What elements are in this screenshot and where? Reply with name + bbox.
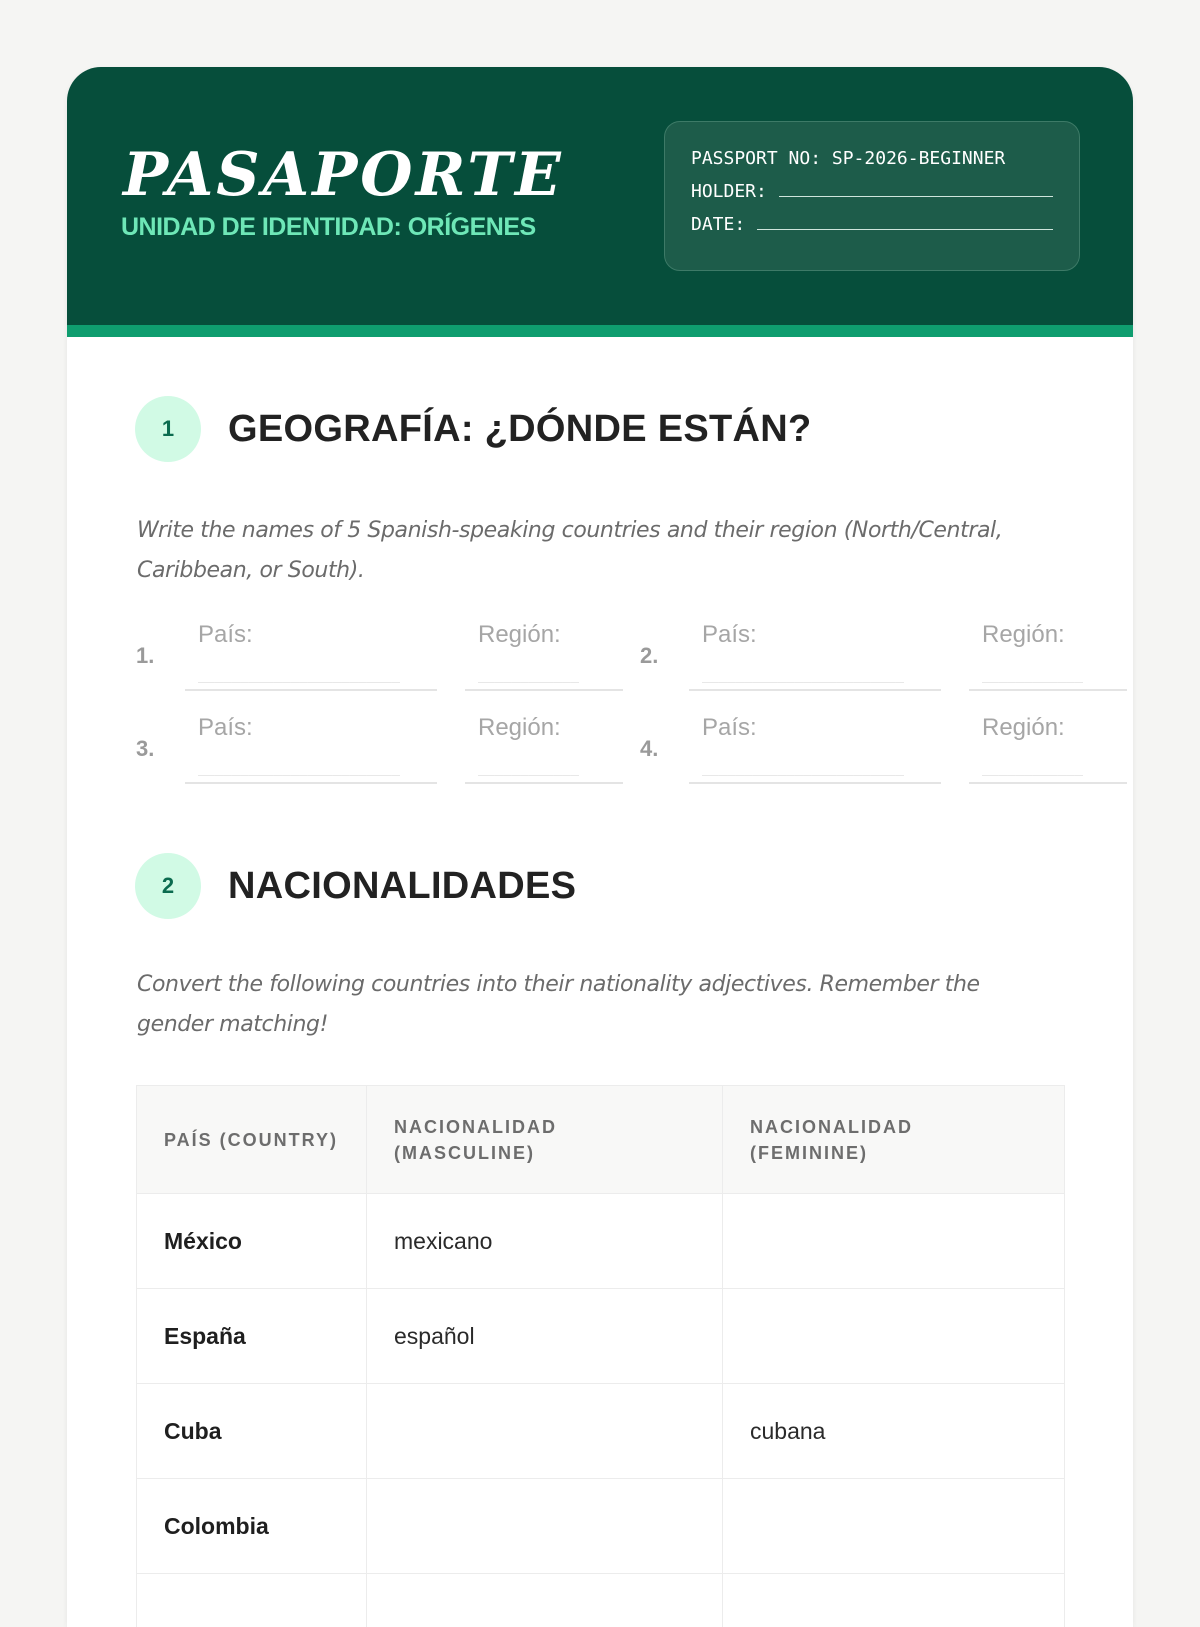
country-cell (137, 1574, 367, 1627)
feminine-cell[interactable] (723, 1194, 1065, 1289)
country-cell: México (137, 1194, 367, 1289)
passport-info-box (664, 121, 1080, 271)
region-blank: ____________ (982, 667, 1083, 683)
region-label: Región: (478, 714, 561, 742)
header-feminine: NACIONALIDAD (FEMININE) (723, 1086, 1065, 1194)
pais-label: País: (702, 714, 757, 742)
section-2-instructions: Convert the following countries into their nationality adjectives. Remember the gender matching! (137, 965, 1037, 1045)
geo-item-number: 3. (136, 736, 154, 762)
feminine-cell[interactable] (723, 1574, 1065, 1627)
feminine-cell[interactable]: cubana (723, 1384, 1065, 1479)
masculine-cell[interactable]: mexicano (367, 1194, 723, 1289)
passport-number-text: PASSPORT NO: SP-2026-BEGINNER (691, 148, 1005, 169)
header-country: PAÍS (COUNTRY) (137, 1086, 367, 1194)
passport-number (691, 148, 1053, 181)
masculine-cell[interactable] (367, 1384, 723, 1479)
table-row (137, 1384, 1065, 1479)
masculine-cell[interactable] (367, 1574, 723, 1627)
page-subtitle: UNIDAD DE IDENTIDAD: ORÍGENES (121, 213, 536, 242)
section-2-title: NACIONALIDADES (228, 865, 576, 908)
geo-item-number: 4. (640, 736, 658, 762)
table-row (137, 1289, 1065, 1384)
pais-label: País: (198, 621, 253, 649)
geo-item-number: 1. (136, 643, 154, 669)
pais-field-1[interactable] (185, 621, 437, 691)
region-label: Región: (982, 621, 1065, 649)
pais-field-4[interactable] (689, 714, 941, 784)
holder-label: HOLDER: (691, 181, 767, 202)
region-label: Región: (478, 621, 561, 649)
section-2-heading (135, 853, 576, 919)
pais-field-2[interactable] (689, 621, 941, 691)
pais-label: País: (198, 714, 253, 742)
table-header-row (137, 1086, 1065, 1194)
region-blank: ____________ (478, 760, 579, 776)
table-row (137, 1194, 1065, 1289)
holder-line (691, 181, 1053, 214)
region-label: Región: (982, 714, 1065, 742)
pais-blank: ________________________ (702, 667, 904, 683)
header-masculine: NACIONALIDAD (MASCULINE) (367, 1086, 723, 1194)
region-field-1[interactable] (465, 621, 623, 691)
masculine-cell[interactable]: español (367, 1289, 723, 1384)
feminine-cell[interactable] (723, 1479, 1065, 1574)
section-1-title: GEOGRAFÍA: ¿DÓNDE ESTÁN? (228, 408, 812, 451)
pais-blank: ________________________ (198, 667, 400, 683)
date-line (691, 214, 1053, 247)
region-field-2[interactable] (969, 621, 1127, 691)
pais-field-3[interactable] (185, 714, 437, 784)
pais-blank: ________________________ (702, 760, 904, 776)
masculine-cell[interactable] (367, 1479, 723, 1574)
region-field-4[interactable] (969, 714, 1127, 784)
passport-header (67, 67, 1133, 337)
region-field-3[interactable] (465, 714, 623, 784)
page-title: PASAPORTE (123, 145, 564, 205)
region-blank: ____________ (982, 760, 1083, 776)
country-cell: Cuba (137, 1384, 367, 1479)
section-1-instructions: Write the names of 5 Spanish-speaking countries and their region (North/Central, Caribbean, or South). (137, 511, 1037, 591)
pais-blank: ________________________ (198, 760, 400, 776)
worksheet-card (67, 67, 1133, 1627)
section-1-heading (135, 396, 812, 462)
nationality-table (136, 1085, 1065, 1627)
pais-label: País: (702, 621, 757, 649)
table-row (137, 1574, 1065, 1627)
geo-item-number: 2. (640, 643, 658, 669)
date-field[interactable] (757, 214, 1053, 230)
date-label: DATE: (691, 214, 745, 235)
holder-field[interactable] (779, 181, 1053, 197)
feminine-cell[interactable] (723, 1289, 1065, 1384)
country-cell: España (137, 1289, 367, 1384)
table-row (137, 1479, 1065, 1574)
country-cell: Colombia (137, 1479, 367, 1574)
section-1-badge: 1 (135, 396, 201, 462)
section-2-badge: 2 (135, 853, 201, 919)
region-blank: ____________ (478, 667, 579, 683)
